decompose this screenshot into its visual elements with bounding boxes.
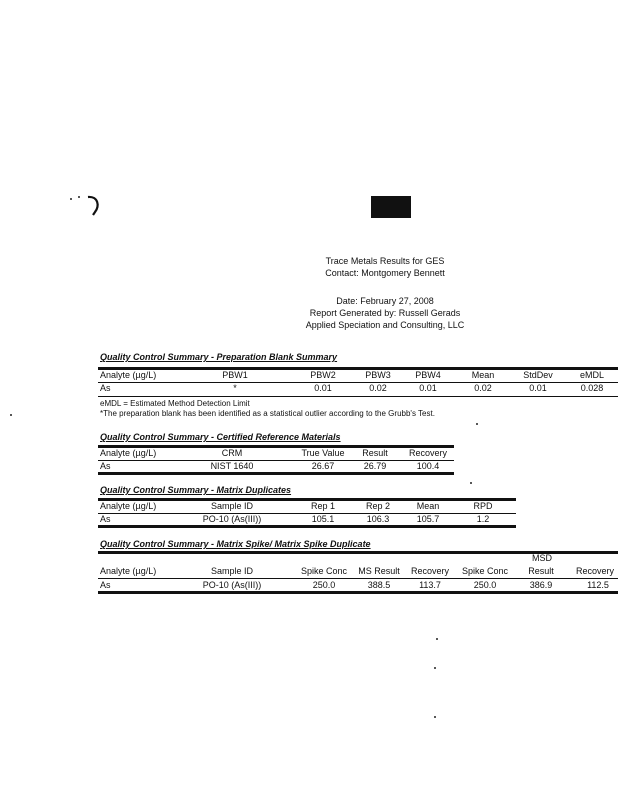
report-header <box>280 255 490 279</box>
header-cell: Mean <box>471 370 495 380</box>
header-cell: Analyte (µg/L) <box>100 370 157 380</box>
header-cell: Analyte (µg/L) <box>100 448 157 458</box>
data-cell: 105.1 <box>311 514 335 524</box>
header-cell: PBW2 <box>310 370 336 380</box>
data-cell: As <box>100 514 111 524</box>
data-cell: 250.0 <box>312 580 336 590</box>
report-company: Applied Speciation and Consulting, LLC <box>305 320 465 330</box>
header-cell: RPD <box>473 501 493 511</box>
header-cell: Rep 2 <box>365 501 391 511</box>
table-rule <box>98 525 516 528</box>
data-cell: As <box>100 383 111 393</box>
header-cell: Analyte (µg/L) <box>100 501 157 511</box>
header-cell: MS Result <box>358 566 400 576</box>
crm-title: Quality Control Summary - Certified Reference Materials <box>100 432 341 442</box>
header-cell: Sample ID <box>210 566 254 576</box>
header-cell: Result <box>528 566 554 576</box>
report-date: Date: February 27, 2008 <box>336 296 434 306</box>
redaction-box <box>371 196 411 218</box>
speck <box>436 638 438 640</box>
header-cell: Recovery <box>408 448 447 458</box>
data-cell: NIST 1640 <box>210 461 254 471</box>
data-cell: 26.79 <box>363 461 387 471</box>
header-cell: Recovery <box>576 566 615 576</box>
data-cell: PO-10 (As(III)) <box>202 580 262 590</box>
data-cell: 250.0 <box>473 580 497 590</box>
data-cell: 1.2 <box>476 514 490 524</box>
report-title: Trace Metals Results for GES <box>325 256 445 266</box>
data-cell: 0.02 <box>474 383 492 393</box>
data-cell: PO-10 (As(III)) <box>202 514 262 524</box>
msd-label: MSD <box>532 553 552 563</box>
report-meta <box>280 295 490 331</box>
header-cell: Recovery <box>410 566 449 576</box>
header-cell: PBW4 <box>415 370 441 380</box>
hole-punch-mark-icon <box>84 194 102 216</box>
report-contact: Contact: Montgomery Bennett <box>325 268 445 278</box>
header-cell: True Value <box>301 448 345 458</box>
header-cell: CRM <box>221 448 243 458</box>
speck <box>70 198 72 200</box>
spike-title: Quality Control Summary - Matrix Spike/ Matrix Spike Duplicate <box>100 539 371 549</box>
data-cell: 0.01 <box>419 383 437 393</box>
table-rule <box>98 591 618 594</box>
header-cell: eMDL <box>579 370 604 380</box>
data-cell: 0.02 <box>369 383 387 393</box>
header-cell: Sample ID <box>210 501 254 511</box>
data-cell: As <box>100 461 111 471</box>
data-cell: 388.5 <box>367 580 391 590</box>
data-cell: As <box>100 580 111 590</box>
data-cell: 0.01 <box>529 383 547 393</box>
data-cell: * <box>233 383 237 393</box>
data-cell: 100.4 <box>416 461 440 471</box>
speck <box>78 196 80 198</box>
data-cell: 105.7 <box>416 514 440 524</box>
header-cell: Result <box>362 448 388 458</box>
header-cell: PBW3 <box>365 370 391 380</box>
data-cell: 0.01 <box>314 383 332 393</box>
table-rule <box>98 396 618 397</box>
data-cell: 106.3 <box>366 514 390 524</box>
data-cell: 112.5 <box>587 580 609 590</box>
data-cell: 26.67 <box>311 461 335 471</box>
data-cell: 113.7 <box>419 580 441 590</box>
emdl-note: eMDL = Estimated Method Detection Limit <box>100 399 250 408</box>
prep-blank-title: Quality Control Summary - Preparation Blank Summary <box>100 352 338 362</box>
header-cell: Spike Conc <box>300 566 348 576</box>
data-cell: 386.9 <box>529 580 553 590</box>
table-rule <box>98 460 454 461</box>
header-cell: Analyte (µg/L) <box>100 566 157 576</box>
report-generated-by: Report Generated by: Russell Gerads <box>309 308 461 318</box>
duplicates-title: Quality Control Summary - Matrix Duplicates <box>100 485 292 495</box>
speck <box>434 667 436 669</box>
table-rule <box>98 472 454 475</box>
speck <box>476 423 478 425</box>
data-cell: 0.028 <box>580 383 604 393</box>
header-cell: Spike Conc <box>461 566 509 576</box>
header-cell: PBW1 <box>222 370 248 380</box>
outlier-note: *The preparation blank has been identified as a statistical outlier according to the Grubb's Test. <box>100 409 435 418</box>
header-cell: Rep 1 <box>310 501 336 511</box>
speck <box>10 414 12 416</box>
table-rule <box>98 578 618 579</box>
header-cell: StdDev <box>523 370 553 380</box>
header-cell: Mean <box>416 501 440 511</box>
speck <box>470 482 472 484</box>
speck <box>434 716 436 718</box>
